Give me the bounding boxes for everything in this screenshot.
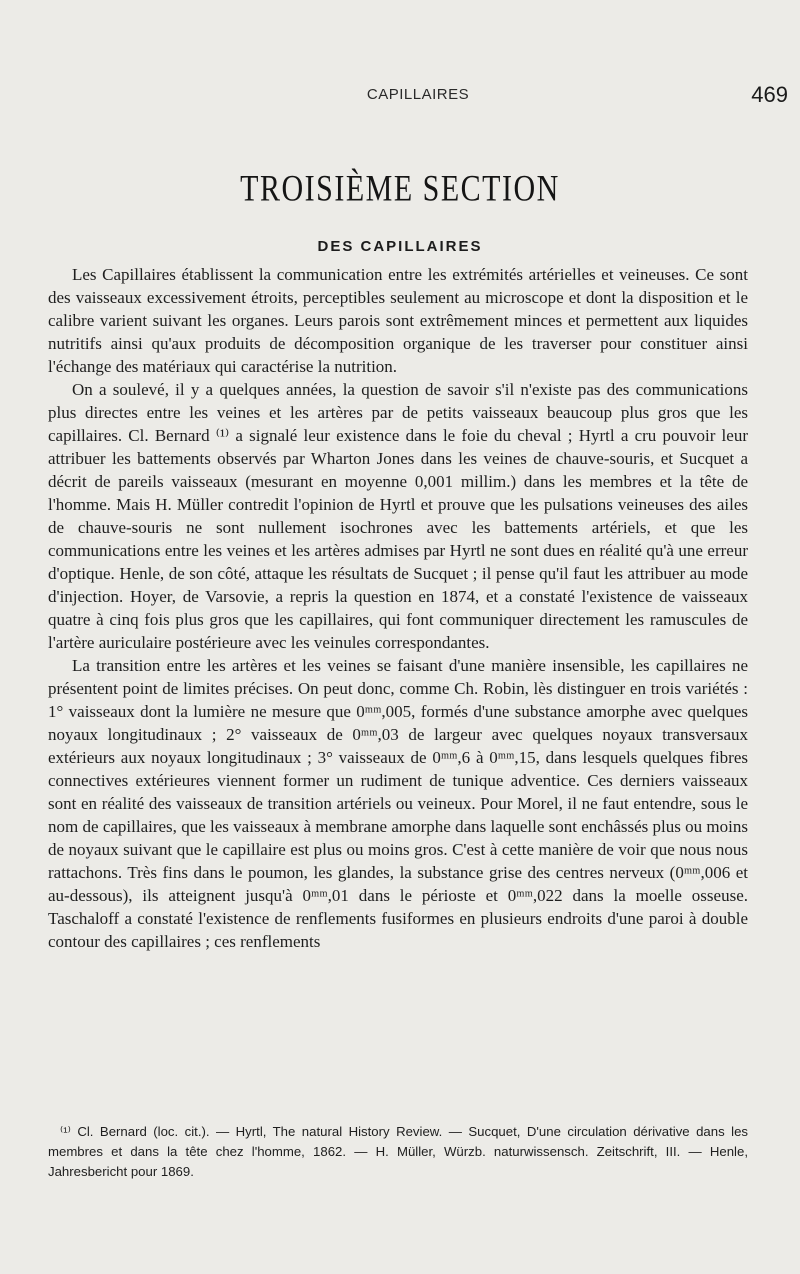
section-subtitle: DES CAPILLAIRES xyxy=(317,238,483,255)
footnotes xyxy=(48,1122,748,1182)
running-title: CAPILLAIRES xyxy=(366,86,470,103)
paragraph: Les Capillaires établissent la communication entre les extrémités artérielles et veineuses. Ce sont des vaisseaux excessivement étroits, perceptibles seulement au microscope et dont la disposition et le calibre varient suivant les organes. Leurs parois sont extrêmement minces et permettent aux liquides nutritifs ainsi qu'aux produits de décomposition organique de les traverser pour constituer ainsi l'échange des matériaux qui caractérise la nutrition. xyxy=(48,265,748,376)
footnote: ⁽¹⁾ Cl. Bernard (loc. cit.). — Hyrtl, The natural History Review. — Sucquet, D'une circulation dérivative dans les membres et dans la tête chez l'homme, 1862. — H. Müller, Würzb. naturwissensch. Zeitschrift, III. — Henle, Jahresbericht pour 1869. xyxy=(48,1124,748,1179)
paragraph: On a soulevé, il y a quelques années, la question de savoir s'il n'existe pas des communications plus directes entre les veines et les artères par de petits vaisseaux beaucoup plus gros que les capillaires. Cl. Bernard ⁽¹⁾ a signalé leur existence dans le foie du cheval ; Hyrtl a cru pouvoir leur attribuer les battements observés par Wharton Jones dans les veines de chauve-souris, et Sucquet a décrit de pareils vaisseaux (mesurant en moyenne 0,001 millim.) dans les membres et la tête de l'homme. Mais H. Müller contredit l'opinion de Hyrtl et prouve que les pulsations veineuses des ailes de chauve-souris ne sont nullement isochrones avec les battements artériels, et que les communications entre les veines et les artères admises par Hyrtl ne sont dues en réalité qu'à une erreur d'optique. Henle, de son côté, attaque les résultats de Sucquet ; il pense qu'il faut les attribuer au mode d'injection. Hoyer, de Varsovie, a repris la question en 1874, et a constaté l'existence de vaisseaux quatre à cinq fois plus gros que les capillaires, qui font communiquer directement les ramuscules de l'artère auriculaire postérieure avec les veinules correspondantes. xyxy=(48,380,748,652)
body-text xyxy=(48,263,748,953)
section-title: TROISIÈME SECTION xyxy=(240,168,560,210)
page-number: 469 xyxy=(751,82,788,107)
page-header xyxy=(48,82,788,112)
paragraph: La transition entre les artères et les veines se faisant d'une manière insensible, les capillaires ne présentent point de limites précises. On peut donc, comme Ch. Robin, lès distinguer en trois variétés : 1° vaisseaux dont la lumière ne mesure que 0ᵐᵐ,005, formés d'une substance amorphe avec quelques noyaux longitudinaux ; 2° vaisseaux de 0ᵐᵐ,03 de largeur avec quelques noyaux transversaux extérieurs aux noyaux longitudinaux ; 3° vaisseaux de 0ᵐᵐ,6 à 0ᵐᵐ,15, dans lesquels quelques fibres connectives extérieures viennent former un rudiment de tunique adventice. Ces derniers vaisseaux sont en réalité des vaisseaux de transition artériels ou veineux. Pour Morel, il ne faut entendre, sous le nom de capillaires, que les vaisseaux à membrane amorphe dans laquelle sont enchâssés plus ou moins de noyaux suivant que le capillaire est plus ou moins gros. C'est à cette manière de voir que nous nous rattachons. Très fins dans le poumon, les glandes, la substance grise des centres nerveux (0ᵐᵐ,006 et au-dessous), ils atteignent jusqu'à 0ᵐᵐ,01 dans le périoste et 0ᵐᵐ,022 dans la moelle osseuse. Taschaloff a constaté l'existence de renflements fusiformes en plusieurs endroits d'une paroi à double contour des capillaires ; ces renflements xyxy=(48,656,748,951)
